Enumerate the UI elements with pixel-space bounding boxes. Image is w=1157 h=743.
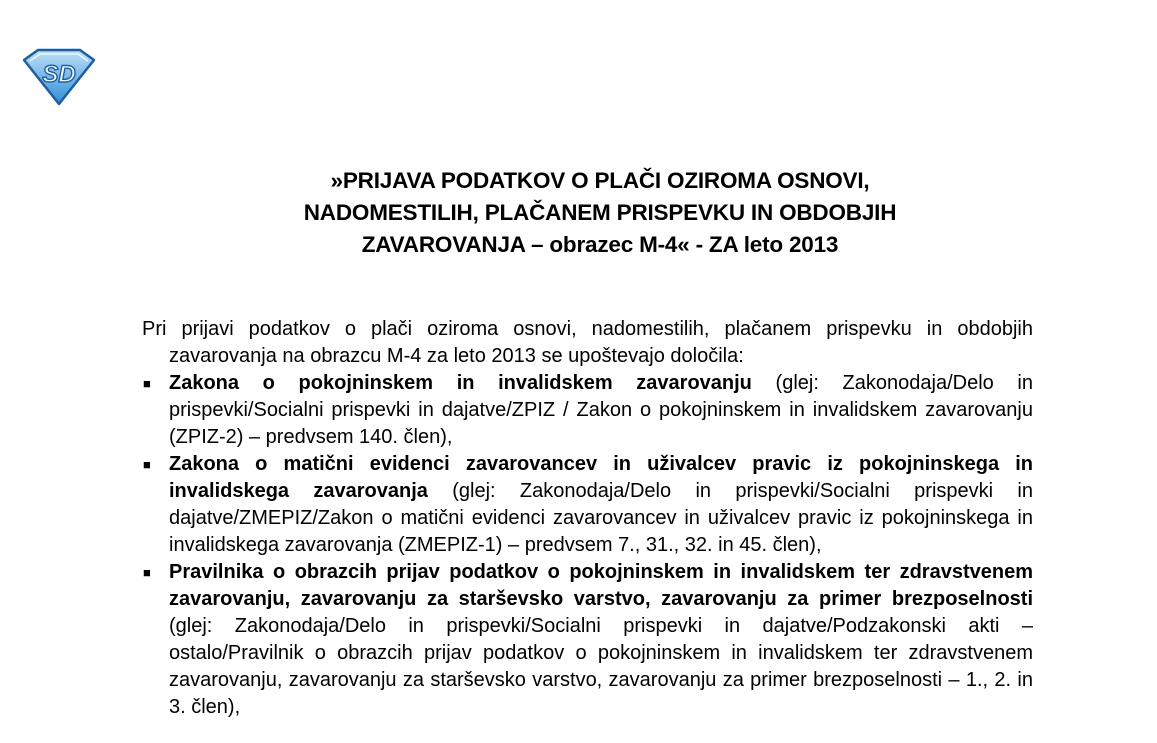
document-body — [142, 316, 1033, 721]
company-logo — [22, 48, 96, 106]
document-title — [150, 165, 1050, 261]
regulation-name: Zakona o pokojninskem in invalidskem zavarovanju — [169, 372, 752, 394]
bullet-icon: ■ — [143, 565, 151, 580]
title-line-2: NADOMESTILIH, PLAČANEM PRISPEVKU IN OBDOBJIH — [303, 200, 897, 225]
bullet-icon: ■ — [143, 376, 151, 391]
list-item — [142, 370, 1033, 451]
regulation-name: Zakona o matični evidenci zavarovancev in uživalcev pravic iz pokojninskega in invalidskega zavarovanja — [169, 453, 1033, 502]
list-item — [142, 559, 1033, 721]
regulation-reference: (glej: Zakonodaja/Delo in prispevki/Socialni prispevki in dajatve/Podzakonski akti – ostalo/Pravilnik o obrazcih prijav podatkov o pokojninskem in invalidskem ter zdravstvenem zavarovanju, zavarovanju za starševsko varstvo, zavarovanju za primer brezposelnosti – 1., 2. in 3. člen), — [169, 615, 1033, 718]
bullet-icon: ■ — [143, 457, 151, 472]
title-line-3: ZAVAROVANJA – obrazec M-4« - ZA leto 2013 — [361, 232, 839, 257]
intro-paragraph: Pri prijavi podatkov o plači oziroma osnovi, nadomestilih, plačanem prispevku in obdobjih zavarovanja na obrazcu M-4 za leto 2013 se upoštevajo določila: — [142, 318, 1033, 367]
list-item — [142, 451, 1033, 559]
title-line-1: »PRIJAVA PODATKOV O PLAČI OZIROMA OSNOVI, — [330, 168, 870, 193]
regulation-reference: (glej: Zakonodaja/Delo in prispevki/Socialni prispevki in dajatve/ZPIZ / Zakon o pokojninskem in invalidskem zavarovanju (ZPIZ-2) – predvsem 140. člen), — [169, 372, 1033, 448]
regulation-reference: (glej: Zakonodaja/Delo in prispevki/Socialni prispevki in dajatve/ZMEPIZ/Zakon o matični evidenci zavarovancev in uživalcev pravic iz pokojninskega in invalidskega zavarovanja (ZMEPIZ-1) – predvsem 7., 31., 32. in 45. člen), — [169, 480, 1033, 556]
regulation-name: Pravilnika o obrazcih prijav podatkov o pokojninskem in invalidskem ter zdravstvenem zavarovanju, zavarovanju za starševsko varstvo, zavarovanju za primer brezposelnosti — [169, 561, 1033, 610]
regulations-list — [142, 370, 1033, 721]
logo-letters: SD — [42, 61, 76, 88]
